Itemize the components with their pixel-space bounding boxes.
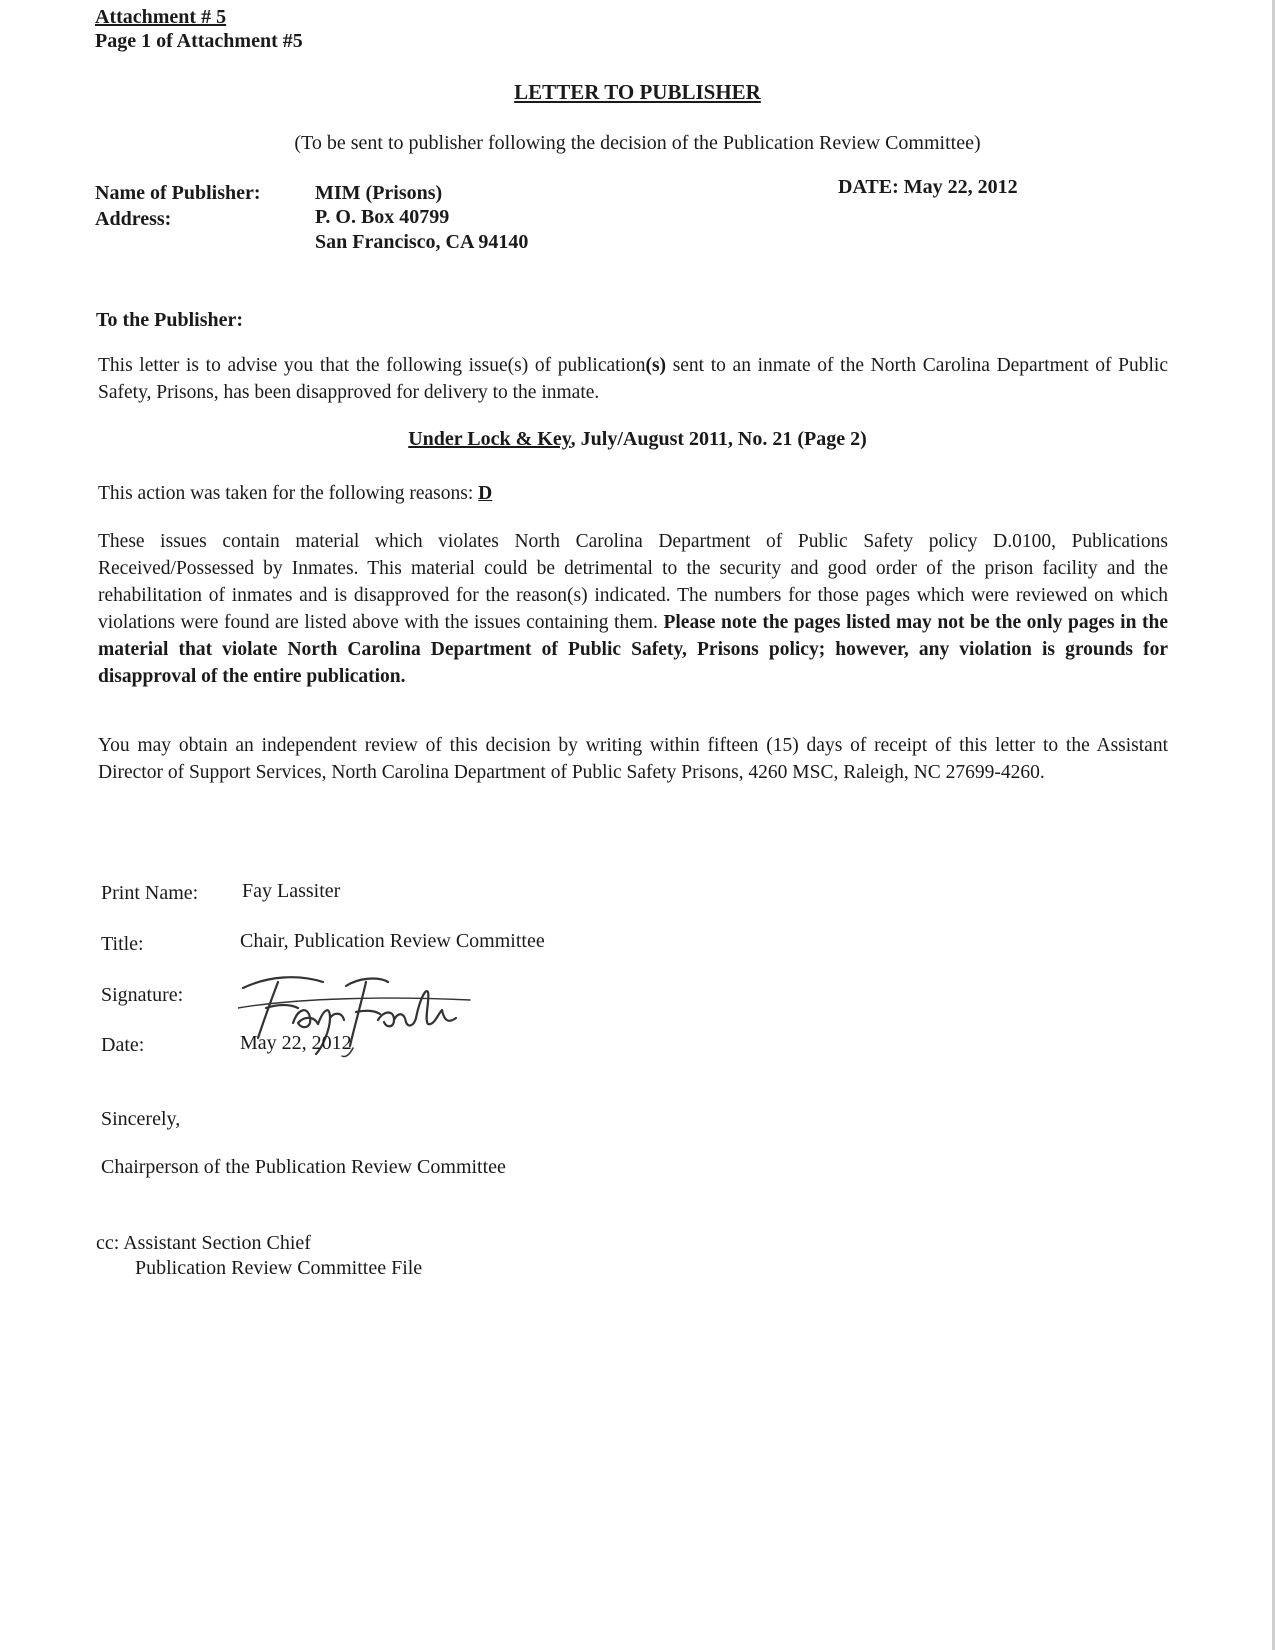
closing-title: Chairperson of the Publication Review Committee	[101, 1156, 506, 1178]
policy-text: These issues contain material which violates North Carolina Department of Public Safety policy D.0100, Publications Received/Possessed by Inmates. This material could be detrimental to the security and good order of the prison facility and the rehabilitation of inmates and is disapproved for the reason(s) indicated. The numbers for those pages which were reviewed on which violations were found are listed above with the issues containing them.	[98, 531, 1168, 633]
letter-date: DATE: May 22, 2012	[838, 176, 1018, 198]
print-name-label: Print Name:	[101, 882, 199, 904]
policy-paragraph	[98, 528, 1168, 690]
publisher-address-label: Address:	[95, 208, 172, 230]
signature-label: Signature:	[101, 984, 184, 1006]
attachment-label: Attachment # 5	[95, 6, 227, 28]
intro-text-b: sent to an inmate of the North Carolina Department of Public Safety, Prisons, has been disapproved for delivery to the inmate.	[98, 355, 1168, 403]
publication-line	[0, 428, 1275, 451]
signature-text: Fay Lassiter	[238, 968, 243, 969]
closing: Sincerely,	[101, 1108, 181, 1130]
publisher-address-line2: San Francisco, CA 94140	[315, 231, 529, 253]
intro-text-bold: (s)	[645, 355, 667, 376]
title-label: Title:	[101, 933, 144, 955]
publication-details: , July/August 2011, No. 21 (Page 2)	[570, 428, 867, 450]
reason-code: D	[478, 483, 493, 504]
print-name-value: Fay Lassiter	[242, 880, 341, 902]
date-label: Date:	[101, 1034, 145, 1056]
cc-line-1: cc: Assistant Section Chief	[96, 1232, 311, 1254]
policy-notice: Please note the pages listed may not be the only pages in the material that violate North Carolina Department of Public Safety, Prisons policy; however, any violation is grounds for disapproval of the entire publication.	[98, 612, 1168, 687]
publication-title: Under Lock & Key	[408, 428, 571, 450]
title-value: Chair, Publication Review Committee	[240, 930, 545, 952]
publisher-address-line1: P. O. Box 40799	[315, 206, 450, 228]
document-title: LETTER TO PUBLISHER	[514, 80, 761, 104]
review-paragraph: You may obtain an independent review of this decision by writing within fifteen (15) days of receipt of this letter to the Assistant Director of Support Services, North Carolina Department of Public Safety Prisons, 4260 MSC, Raleigh, NC 27699-4260.	[98, 735, 1168, 783]
intro-paragraph	[98, 352, 1168, 406]
intro-text-a: This letter is to advise you that the following issue(s) of publication	[98, 355, 646, 376]
reasons-text: This action was taken for the following reasons:	[98, 483, 479, 504]
document-subtitle: (To be sent to publisher following the decision of the Publication Review Committee)	[294, 132, 981, 154]
reasons-line	[98, 480, 1168, 507]
publisher-name: MIM (Prisons)	[315, 182, 443, 204]
date-value: May 22, 2012	[240, 1032, 352, 1054]
attachment-page-label: Page 1 of Attachment #5	[95, 30, 303, 52]
cc-line-2: Publication Review Committee File	[135, 1257, 423, 1279]
salutation: To the Publisher:	[96, 309, 244, 331]
publisher-name-label: Name of Publisher:	[95, 182, 261, 204]
